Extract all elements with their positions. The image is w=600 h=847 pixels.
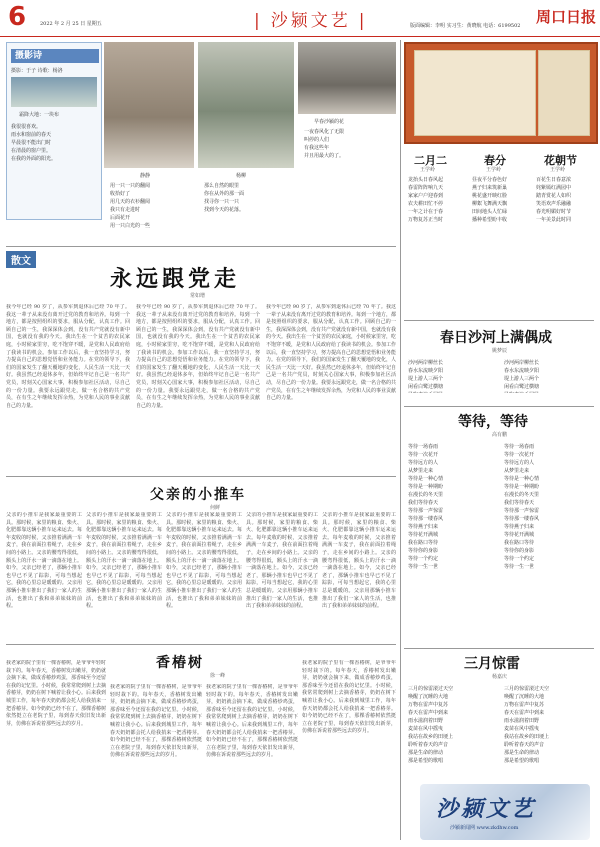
article2-body-col4: 父亲的小推车是我家最重要的工具。那时候，家里的粮食、柴火、化肥都靠这辆小推车运来运去。每年麦收的时候，父亲推着满满一车麦子，我在前面拉着绳子，走在乡间的小路上。父亲的腰弯得很低，额头上的汗水一滴一滴落在地上。如今，父亲已经老了，那辆小推车也早已不见了踪影，可每当想起它，我的心里总是暖暖的。父亲用那辆小推车推出了我们一家人的生活，也推出了我和弟弟妹妹的前程。 bbox=[246, 512, 318, 610]
poem-body-1: 龙抬头日春风起 春雷阵阵响九天 家家户户迎春到 农夫耕田忙不停 一年之计在于春 万物复苏正当时 bbox=[408, 177, 444, 223]
poem-a-author: 姚梦辰 bbox=[492, 348, 508, 354]
article2-body-col1: 父亲的小推车是我家最重要的工具。那时候，家里的粮食、柴火、化肥都靠这辆小推车运来运去。每年麦收的时候，父亲推着满满一车麦子，我在前面拉着绳子，走在乡间的小路上。父亲的腰弯得很低，额头上的汗水一滴一滴落在地上。如今，父亲已经老了，那辆小推车也早已不见了踪影，可每当想起它，我的心里总是暖暖的。父亲用那辆小推车推出了我们一家人的生活，也推出了我和弟弟妹妹的前程。 bbox=[6, 512, 82, 610]
photo-credit: 摄影：于子 诗歌：杨洛 bbox=[11, 68, 63, 74]
poem-b-title: 等待，等待 bbox=[458, 414, 528, 430]
article2-body-col5: 父亲的小推车是我家最重要的工具。那时候，家里的粮食、柴火、化肥都靠这辆小推车运来运去。每年麦收的时候，父亲推着满满一车麦子，我在前面拉着绳子，走在乡间的小路上。父亲的腰弯得很低，额头上的汗水一滴一滴落在地上。如今，父亲已经老了，那辆小推车也早已不见了踪影，可每当想起它，我的心里总是暖暖的。父亲用那辆小推车推出了我们一家人的生活，也推出了我和弟弟妹妹的前程。 bbox=[322, 512, 396, 610]
poem-c-title: 三月惊雷 bbox=[464, 656, 520, 672]
poem-body-3: 百花生日春意浓 姹紫嫣红满园中 踏青赏花人如织 笑语欢声乐融融 春光明媚好时节 一年美景此时同 bbox=[536, 177, 572, 223]
column-logo-banner bbox=[420, 784, 590, 840]
photo-poem-box bbox=[6, 42, 102, 220]
article3-author: 徐一峰 bbox=[210, 673, 226, 679]
poem-b-body-col1: 等待一场春雨 等待一次花开 等待远方的人 从梦里走来 等待是一种心情 等待是一种期盼 在漫长的冬天里 我们等待春天 等待那一声惊雷 等待那一缕春风 等待燕子归来 等待花开满城 我在路口等待 等待你的身影 等待一个约定 等待一生一世 bbox=[408, 444, 444, 570]
poem-b-body-col2: 等待一场春雨 等待一次花开 等待远方的人 从梦里走来 等待是一种心情 等待是一种期盼 在漫长的冬天里 我们等待春天 等待那一声惊雷 等待那一缕春风 等待燕子归来 等待花开满城 我在路口等待 等待你的身影 等待一个约定 等待一生一世 bbox=[504, 444, 540, 570]
column-logo: 沙颍文艺 bbox=[436, 796, 537, 822]
willow-photo-1 bbox=[104, 42, 194, 168]
article1-body-col1: 我今年已经 90 岁了，从参军到退休后已经 70 年了。我这一辈子从来没有离开过党的教育和培养。每到一个地方，都是按照组织的要求，服从分配，认真工作。回顾自己的一生，我深深体会到，没有共产党就没有新中国，也就没有我的今天。我出生在一个贫苦的农民家庭，小时候家里穷，吃不饱穿不暖，是党和人民政府给了我读书的机会。参加工作以后，我一直坚持学习，努力提高自己的思想觉悟和业务能力。在党的领导下，我们的国家发生了翻天覆地的变化，人民生活一天比一天好。我虽然已经退休多年，但始终牢记自己是一名共产党员，时刻关心国家大事，积极参加社区活动，尽自己的一份力量。我要永远跟党走，做一名合格的共产党员，在有生之年继续发挥余热，为党和人民的事业贡献自己的力量。 bbox=[6, 304, 130, 409]
poem-a-body-col2: 沙河两岸柳丝长 春水东流映夕阳 堤上游人三两个 闲看白鹭过横塘 bbox=[504, 360, 540, 390]
poem-c-author: 杨嘉庆 bbox=[492, 674, 508, 680]
poem-a-body-col1: 沙河两岸柳丝长 春水东流映夕阳 堤上游人三两个 闲看白鹭过横塘 bbox=[408, 360, 444, 390]
poem-title-1: 二月二 bbox=[414, 154, 447, 167]
poem-title-3: 花朝节 bbox=[544, 154, 577, 167]
poem4-caption: 早春沙颍的花 bbox=[314, 119, 345, 125]
poem-author-2: 王学岭 bbox=[486, 167, 502, 173]
poem-a-section bbox=[404, 320, 594, 390]
photo1-caption: 霜降大地：一块布 bbox=[19, 112, 60, 118]
article2-title: 父亲的小推车 bbox=[150, 487, 246, 503]
article2-body-col2: 父亲的小推车是我家最重要的工具。那时候，家里的粮食、柴火、化肥都靠这辆小推车运来运去。每年麦收的时候，父亲推着满满一车麦子，我在前面拉着绳子，走在乡间的小路上。父亲的腰弯得很低，额头上的汗水一滴一滴落在地上。如今，父亲已经老了，那辆小推车也早已不见了踪影，可每当想起它，我的心里总是暖暖的。父亲用那辆小推车推出了我们一家人的生活，也推出了我和弟弟妹妹的前程。 bbox=[86, 512, 162, 610]
section-title: | 沙颍文艺 | bbox=[246, 6, 375, 31]
publish-date: 2022 年 2 月 25 日 星期五 bbox=[40, 21, 102, 27]
poem-c-section bbox=[404, 648, 594, 764]
poem-c-body-col1: 三月的惊雷滚过天空 唤醒了沉睡的大地 万物在雷声中复苏 春天在雷声中到来 雨水滋润着田野 麦苗在风中摇曳 我站在故乡的田埂上 聆听着春天的声音 那是生命的律动 那是希望的歌唱 bbox=[408, 686, 454, 764]
calligraphy-scroll-2 bbox=[538, 50, 590, 136]
article3-body-col4: 我老家的院子里有一棵香椿树，是爷爷年轻时栽下的。每年春天，香椿树发出嫩芽，奶奶就会摘下来，做成香椿炒鸡蛋，那香味至今还留在我的记忆里。小时候，我常常爬到树上去摘香椿芽，奶奶在树下喊着让我小心。后来我到城里工作，每年春天奶奶都会托人给我捎来一把香椿芽。如今奶奶已经不在了，那棵香椿树依然挺立在老院子里，每到春天依旧发出新芽，仿佛在诉说着那些远去的岁月。 bbox=[302, 660, 396, 735]
paper-logo: 周口日报 bbox=[536, 8, 597, 26]
photo-poem-label: 摄影诗 bbox=[11, 49, 99, 63]
divider bbox=[6, 644, 396, 645]
poem-c-body-col2: 三月的惊雷滚过天空 唤醒了沉睡的大地 万物在雷声中复苏 春天在雷声中到来 雨水滋润着田野 麦苗在风中摇曳 我站在故乡的田埂上 聆听着春天的声音 那是生命的律动 那是希望的歌唱 bbox=[504, 686, 550, 764]
tree-photo bbox=[298, 42, 396, 114]
poem-title-2: 春分 bbox=[484, 154, 506, 167]
article3-title: 香椿树 bbox=[156, 655, 204, 671]
column-logo-sub: 沙颍新闻网 www.zkdhw.com bbox=[450, 825, 519, 831]
calligraphy-scroll-1 bbox=[414, 50, 536, 136]
divider bbox=[6, 246, 396, 247]
poem-b-section bbox=[404, 406, 594, 570]
poem-body-2: 昼夜平分春色好 燕子归来筑新巢 桃花盛开映红脸 柳絮飞舞满天飘 田间地头人忙碌 播种希望盼丰收 bbox=[472, 177, 508, 223]
poem3-caption: 杨柳 bbox=[236, 173, 247, 179]
poem1-text: 我很很喜欢。 雨水和窗前的春天 早晨很不能出门时 在清晨的窗户里。 在我的外面的阳光。 bbox=[11, 124, 57, 162]
article3-body-col2: 我老家的院子里有一棵香椿树，是爷爷年轻时栽下的。每年春天，香椿树发出嫩芽，奶奶就会摘下来，做成香椿炒鸡蛋，那香味至今还留在我的记忆里。小时候，我常常爬到树上去摘香椿芽，奶奶在树下喊着让我小心。后来我到城里工作，每年春天奶奶都会托人给我捎来一把香椿芽。如今奶奶已经不在了，那棵香椿树依然挺立在老院子里，每到春天依旧发出新芽，仿佛在诉说着那些远去的岁月。 bbox=[110, 684, 202, 759]
poem3-text: 那么自然的眼里 你在从外的那一面 找寻你一只一只 找到今天的花落。 bbox=[204, 183, 245, 213]
poem-author-1: 王学岭 bbox=[420, 167, 436, 173]
poem-a-title: 春日沙河上满偶成 bbox=[440, 330, 552, 346]
article1-body-col3: 我今年已经 90 岁了，从参军到退休后已经 70 年了。我这一辈子从来没有离开过党的教育和培养。每到一个地方，都是按照组织的要求，服从分配，认真工作。回顾自己的一生，我深深体会到，没有共产党就没有新中国，也就没有我的今天。我出生在一个贫苦的农民家庭，小时候家里穷，吃不饱穿不暖，是党和人民政府给了我读书的机会。参加工作以后，我一直坚持学习，努力提高自己的思想觉悟和业务能力。在党的领导下，我们的国家发生了翻天覆地的变化，人民生活一天比一天好。我虽然已经退休多年，但始终牢记自己是一名共产党员，时刻关心国家大事，积极参加社区活动，尽自己的一份力量。我要永远跟党走，做一名合格的共产党员，在有生之年继续发挥余热，为党和人民的事业贡献自己的力量。 bbox=[266, 304, 396, 402]
sanwen-tag: 散文 bbox=[6, 251, 36, 268]
calligraphy-image bbox=[404, 42, 598, 144]
page-number: 6 bbox=[8, 2, 27, 32]
column-divider bbox=[400, 40, 401, 840]
divider bbox=[6, 476, 396, 477]
poem-author-3: 王学岭 bbox=[550, 167, 566, 173]
article2-author: 何鲜 bbox=[210, 505, 221, 511]
article1-body-col2: 我今年已经 90 岁了，从参军到退休后已经 70 年了。我这一辈子从来没有离开过党的教育和培养。每到一个地方，都是按照组织的要求，服从分配，认真工作。回顾自己的一生，我深深体会到，没有共产党就没有新中国，也就没有我的今天。我出生在一个贫苦的农民家庭，小时候家里穷，吃不饱穿不暖，是党和人民政府给了我读书的机会。参加工作以后，我一直坚持学习，努力提高自己的思想觉悟和业务能力。在党的领导下，我们的国家发生了翻天覆地的变化，人民生活一天比一天好。我虽然已经退休多年，但始终牢记自己是一名共产党员，时刻关心国家大事，积极参加社区活动，尽自己的一份力量。我要永远跟党走，做一名合格的共产党员，在有生之年继续发挥余热，为党和人民的事业贡献自己的力量。 bbox=[136, 304, 260, 409]
willow-photo-2 bbox=[198, 42, 294, 168]
article2-body-col3: 父亲的小推车是我家最重要的工具。那时候，家里的粮食、柴火、化肥都靠这辆小推车运来运去。每年麦收的时候，父亲推着满满一车麦子，我在前面拉着绳子，走在乡间的小路上。父亲的腰弯得很低，额头上的汗水一滴一滴落在地上。如今，父亲已经老了，那辆小推车也早已不见了踪影，可每当想起它，我的心里总是暖暖的。父亲用那辆小推车推出了我们一家人的生活，也推出了我和弟弟妹妹的前程。 bbox=[166, 512, 242, 610]
article1-title: 永远跟党走 bbox=[110, 266, 241, 292]
landscape-photo bbox=[11, 77, 97, 107]
poem2-caption: 静静 bbox=[140, 173, 151, 179]
article3-body-col3: 我老家的院子里有一棵香椿树，是爷爷年轻时栽下的。每年春天，香椿树发出嫩芽，奶奶就会摘下来，做成香椿炒鸡蛋，那香味至今还留在我的记忆里。小时候，我常常爬到树上去摘香椿芽，奶奶在树下喊着让我小心。后来我到城里工作，每年春天奶奶都会托人给我捎来一把香椿芽。如今奶奶已经不在了，那棵香椿树依然挺立在老院子里，每到春天依旧发出新芽，仿佛在诉说着那些远去的岁月。 bbox=[206, 684, 298, 759]
editors-line: 版面编辑：李明 实习生：黄晓航 电话：6199502 bbox=[410, 23, 521, 29]
article1-author: 常如增 bbox=[190, 293, 206, 299]
poem-b-author: 高有鹏 bbox=[492, 432, 508, 438]
article3-body-col1: 我老家的院子里有一棵香椿树，是爷爷年轻时栽下的。每年春天，香椿树发出嫩芽，奶奶就会摘下来，做成香椿炒鸡蛋，那香味至今还留在我的记忆里。小时候，我常常爬到树上去摘香椿芽，奶奶在树下喊着让我小心。后来我到城里工作，每年春天奶奶都会托人给我捎来一把香椿芽。如今奶奶已经不在了，那棵香椿树依然挺立在老院子里，每到春天依旧发出新芽，仿佛在诉说着那些远去的岁月。 bbox=[6, 660, 106, 727]
poem2-text: 用一只一只的翻阅 收拾好了 用几天的衣衫翻阅 我只有走进时 后面花开 用一只白光的一些 bbox=[110, 183, 151, 229]
poem4-text: 一夜春风化了无限 叫停的人们 有我这些年 并且用最大的了。 bbox=[304, 129, 345, 159]
